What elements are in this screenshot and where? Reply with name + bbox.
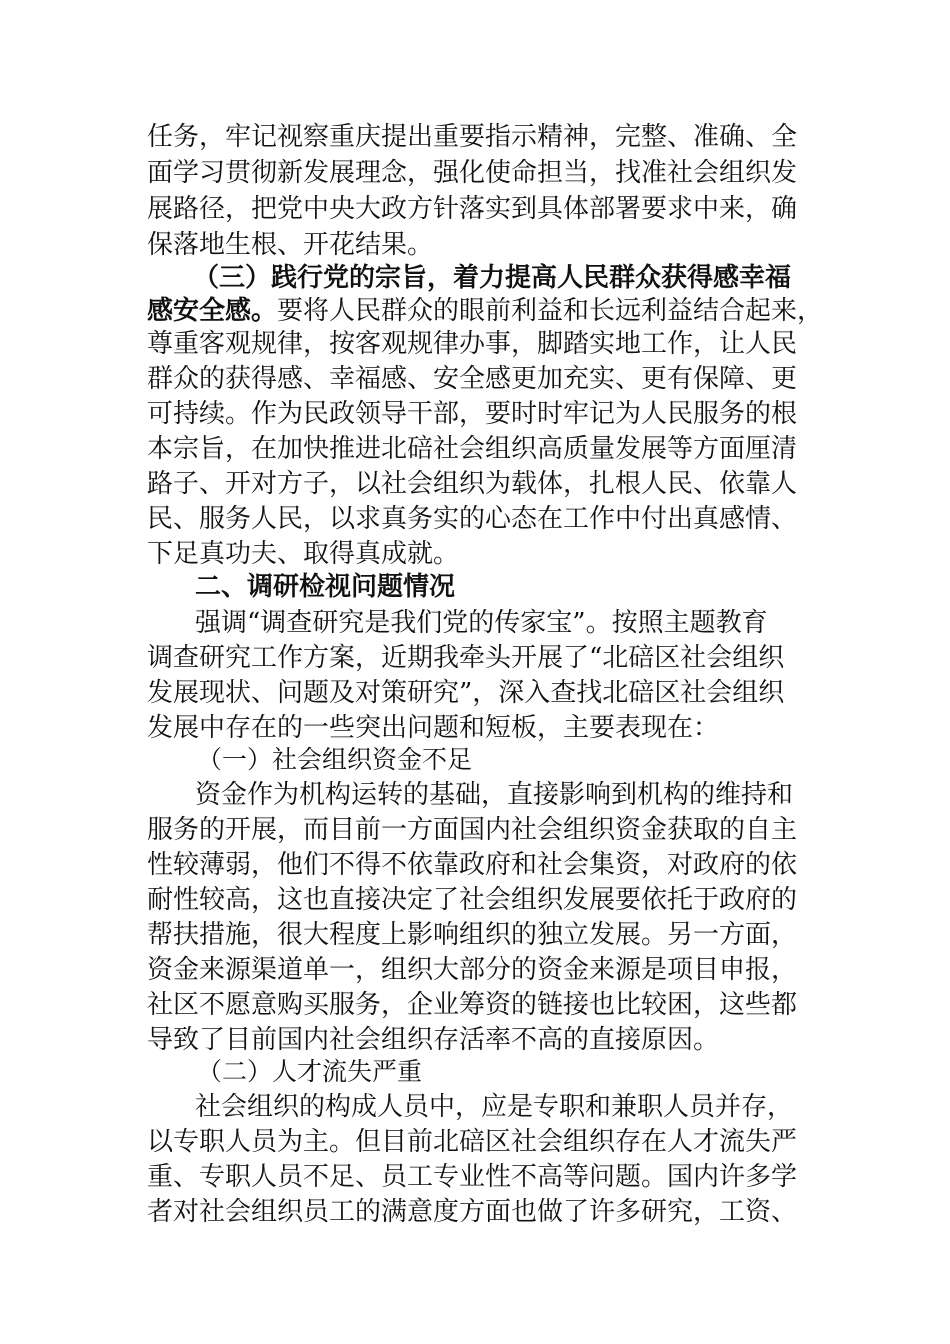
- body-text-line: 耐性较高，这也直接决定了社会组织发展要依托于政府的: [147, 885, 798, 915]
- body-text-line: 重、专职人员不足、员工专业性不高等问题。国内许多学: [147, 1162, 798, 1192]
- section-heading-3: （三）践行党的宗旨，着力提高人民群众获得感幸福: [193, 263, 792, 293]
- heading-continuation: 感安全感。: [147, 296, 278, 326]
- body-text-line: 感安全感。要将人民群众的眼前利益和长远利益结合起来，: [0, 291, 950, 331]
- body-text-line: 下足真功夫、取得真成就。: [147, 539, 460, 569]
- body-text-line: 强调“调查研究是我们党的传家宝”。按照主题教育: [195, 608, 768, 638]
- body-text-line: 本宗旨，在加快推进北碚社会组织高质量发展等方面厘清: [147, 434, 798, 464]
- body-text-line: 社区不愿意购买服务，企业筹资的链接也比较困，这些都: [147, 990, 798, 1020]
- body-text-line: 尊重客观规律，按客观规律办事，脚踏实地工作，让人民: [147, 329, 798, 359]
- body-text-line: 社会组织的构成人员中，应是专职和兼职人员并存，: [195, 1092, 794, 1122]
- body-text-line: 可持续。作为民政领导干部，要时时牢记为人民服务的根: [147, 399, 798, 429]
- section-heading-2: 二、调研检视问题情况: [195, 572, 456, 602]
- body-text-line: 保落地生根、开花结果。: [147, 230, 434, 260]
- body-text-line: 群众的获得感、幸福感、安全感更加充实、更有保障、更: [147, 364, 798, 394]
- body-text-line: 任务，牢记视察重庆提出重要指示精神，完整、准确、全: [147, 122, 798, 152]
- body-text-line: 民、服务人民，以求真务实的心态在工作中付出真感情、: [147, 504, 798, 534]
- body-text-line: 资金作为机构运转的基础，直接影响到机构的维持和: [195, 780, 794, 810]
- body-text-line: 发展现状、问题及对策研究”，深入查找北碚区社会组织: [147, 678, 785, 708]
- subsection-heading-1: （一）社会组织资金不足: [197, 745, 473, 774]
- body-text-line: 性较薄弱，他们不得不依靠政府和社会集资，对政府的依: [147, 850, 798, 880]
- body-text-line: 展路径，把党中央大政方针落实到具体部署要求中来，确: [147, 194, 798, 224]
- subsection-heading-2: （二）人才流失严重: [197, 1057, 423, 1086]
- body-text-line: 帮扶措施，很大程度上影响组织的独立发展。另一方面，: [147, 920, 798, 950]
- body-text-line: 导致了目前国内社会组织存活率不高的直接原因。: [147, 1025, 720, 1055]
- body-text-line: 路子、开对方子，以社会组织为载体，扎根人民、依靠人: [147, 469, 798, 499]
- body-text-line: 发展中存在的一些突出问题和短板，主要表现在：: [147, 713, 720, 743]
- body-text-line: 面学习贯彻新发展理念，强化使命担当，找准社会组织发: [147, 158, 798, 188]
- body-text-line: 以专职人员为主。但目前北碚区社会组织存在人才流失严: [147, 1127, 798, 1157]
- body-text-line: 调查研究工作方案，近期我牵头开展了“北碚区社会组织: [147, 643, 785, 673]
- body-text-line: 者对社会组织员工的满意度方面也做了许多研究，工资、: [147, 1197, 798, 1227]
- body-text-line: 资金来源渠道单一，组织大部分的资金来源是项目申报，: [147, 955, 798, 985]
- body-text-line: 服务的开展，而目前一方面国内社会组织资金获取的自主: [147, 815, 798, 845]
